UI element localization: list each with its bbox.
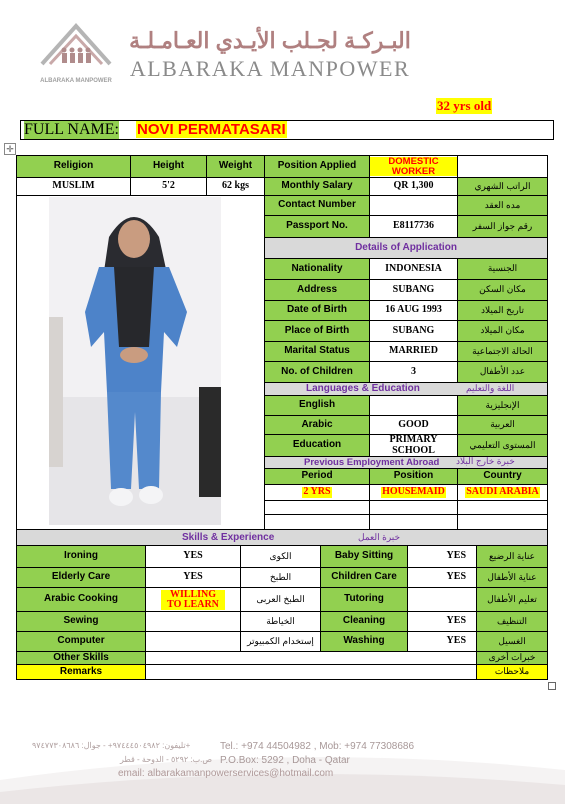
religion-label: Religion [16, 155, 131, 178]
elderly-care-label: Elderly Care [16, 567, 146, 588]
children-care-label: Children Care [320, 567, 408, 588]
tutoring-ar: تعليم الأطفال [476, 587, 548, 612]
company-logo [36, 20, 116, 82]
footer-po-arabic: ص.ب: ٥٢٩٢ - الدوحة - قطر [120, 755, 213, 764]
table-move-handle-icon[interactable]: ✛ [4, 143, 16, 155]
prev-period-3 [264, 514, 370, 530]
contract-value [369, 195, 458, 216]
computer-value [145, 631, 241, 652]
tutoring-value [407, 587, 477, 612]
applicant-photo [49, 197, 221, 525]
place-of-birth-ar: مكان الميلاد [457, 320, 548, 342]
footer-po: P.O.Box: 5292 , Doha - Qatar [220, 755, 350, 766]
sewing-ar: الخياطة [240, 611, 321, 632]
arabic-cooking-ar: الطبخ العربى [240, 587, 321, 612]
skills-title-row [16, 529, 548, 546]
baby-sitting-label: Baby Sitting [320, 545, 408, 568]
education-label: Education [264, 434, 370, 457]
date-of-birth-label: Date of Birth [264, 300, 370, 321]
address-label: Address [264, 279, 370, 301]
remarks-label: Remarks [16, 664, 146, 680]
washing-label: Washing [320, 631, 408, 652]
languages-title: Languages & Education [306, 383, 420, 394]
footer-swoosh [0, 700, 565, 804]
tutoring-label: Tutoring [320, 587, 408, 612]
computer-label: Computer [16, 631, 146, 652]
date-of-birth-ar: تاريخ الميلاد [457, 300, 548, 321]
weight-label: Weight [206, 155, 265, 178]
contract-ar: مده العقد [457, 195, 548, 216]
prev-position-header: Position [369, 468, 458, 485]
full-name-value: NOVI PERMATASARI [137, 121, 286, 138]
marital-status-ar: الحالة الاجتماعية [457, 341, 548, 362]
prev-position-3 [369, 514, 458, 530]
marital-status-label: Marital Status [264, 341, 370, 362]
monthly-salary-value: QR 1,300 [369, 177, 458, 196]
table-resize-handle[interactable] [548, 682, 556, 690]
arabic-label: Arabic [264, 415, 370, 435]
place-of-birth-value: SUBANG [369, 320, 458, 342]
monthly-salary-ar: الراتب الشهري [457, 177, 548, 196]
elderly-care-ar: الطبخ [240, 567, 321, 588]
place-of-birth-label: Place of Birth [264, 320, 370, 342]
footer-email[interactable]: email: albarakamanpowerservices@hotmail.com [118, 768, 334, 779]
elderly-care-value: YES [145, 567, 241, 588]
other-skills-ar: خبرات أخرى [476, 651, 548, 665]
position-applied-label: Position Applied [264, 155, 370, 178]
education-value: PRIMARY SCHOOL [369, 434, 458, 457]
baby-sitting-ar: عناية الرضيع [476, 545, 548, 568]
children-ar: عدد الأطفال [457, 361, 548, 383]
ironing-ar: الكوى [240, 545, 321, 568]
footer-tel: Tel.: +974 44504982 , Mob: +974 77308686 [220, 741, 415, 752]
sewing-label: Sewing [16, 611, 146, 632]
arabic-cooking-label: Arabic Cooking [16, 587, 146, 612]
prev-country-3 [457, 514, 548, 530]
children-care-value: YES [407, 567, 477, 588]
religion-value: MUSLIM [16, 177, 131, 196]
passport-value: E8117736 [369, 215, 458, 238]
skills-title-ar: خبرة العمل [358, 532, 401, 542]
marital-status-value: MARRIED [369, 341, 458, 362]
company-name-arabic: البـركـة لجـلب الأيـدي العـامـلـة [129, 28, 411, 53]
previous-employment-title-ar: خبرة خارج البلاد [456, 456, 515, 466]
nationality-value: INDONESIA [369, 258, 458, 280]
children-care-ar: عناية الأطفال [476, 567, 548, 588]
other-skills-value [145, 651, 477, 665]
sewing-value [145, 611, 241, 632]
prev-country-1: SAUDI ARABIA [457, 484, 548, 501]
height-label: Height [130, 155, 207, 178]
languages-title-ar: اللغة والتعليم [466, 383, 515, 393]
prev-position-1: HOUSEMAID [369, 484, 458, 501]
footer-arabic-contact: تليفون: ٩٧٤٤٤٥٠٤٩٨٢+ - جوال: ٩٧٤٧٧٣٠٨٦٨٦+ [32, 741, 191, 750]
nationality-ar: الجنسية [457, 258, 548, 280]
position-applied-ar [457, 155, 548, 178]
prev-period-2 [264, 500, 370, 515]
full-name-label: FULL NAME: [24, 121, 119, 138]
english-label: English [264, 395, 370, 416]
remarks-ar: ملاحظات [476, 664, 548, 680]
date-of-birth-value: 16 AUG 1993 [369, 300, 458, 321]
cleaning-label: Cleaning [320, 611, 408, 632]
prev-position-2 [369, 500, 458, 515]
contract-label: Contact Number [264, 195, 370, 216]
period-header: Period [264, 468, 370, 485]
details-title: Details of Application [264, 237, 548, 259]
computer-ar: إستخدام الكمبيوتر [240, 631, 321, 652]
passport-ar: رقم جواز السفر [457, 215, 548, 238]
company-name-english: ALBARAKA MANPOWER [129, 56, 411, 81]
cleaning-value: YES [407, 611, 477, 632]
ironing-value: YES [145, 545, 241, 568]
age-badge: 32 yrs old [437, 98, 492, 113]
height-value: 5'2 [130, 177, 207, 196]
cleaning-ar: التنظيف [476, 611, 548, 632]
passport-label: Passport No. [264, 215, 370, 238]
education-ar: المستوى التعليمي [457, 434, 548, 457]
baby-sitting-value: YES [407, 545, 477, 568]
children-label: No. of Children [264, 361, 370, 383]
address-ar: مكان السكن [457, 279, 548, 301]
weight-value: 62 kgs [206, 177, 265, 196]
previous-employment-title: Previous Employment Abroad [304, 457, 440, 468]
address-value: SUBANG [369, 279, 458, 301]
nationality-label: Nationality [264, 258, 370, 280]
english-ar: الإنجليزية [457, 395, 548, 416]
monthly-salary-label: Monthly Salary [264, 177, 370, 196]
children-value: 3 [369, 361, 458, 383]
arabic-ar: العربية [457, 415, 548, 435]
prev-period-1: 2 YRS [264, 484, 370, 501]
arabic-cooking-value: WILLING TO LEARN [145, 587, 241, 612]
skills-title: Skills & Experience [182, 532, 275, 543]
washing-value: YES [407, 631, 477, 652]
logo-caption: ALBARAKA MANPOWER [40, 78, 112, 84]
other-skills-label: Other Skills [16, 651, 146, 665]
remarks-value [145, 664, 477, 680]
prev-country-2 [457, 500, 548, 515]
ironing-label: Ironing [16, 545, 146, 568]
english-value [369, 395, 458, 416]
country-header: Country [457, 468, 548, 485]
position-applied-value: DOMESTIC WORKER [369, 155, 458, 178]
washing-ar: الغسيل [476, 631, 548, 652]
arabic-value: GOOD [369, 415, 458, 435]
